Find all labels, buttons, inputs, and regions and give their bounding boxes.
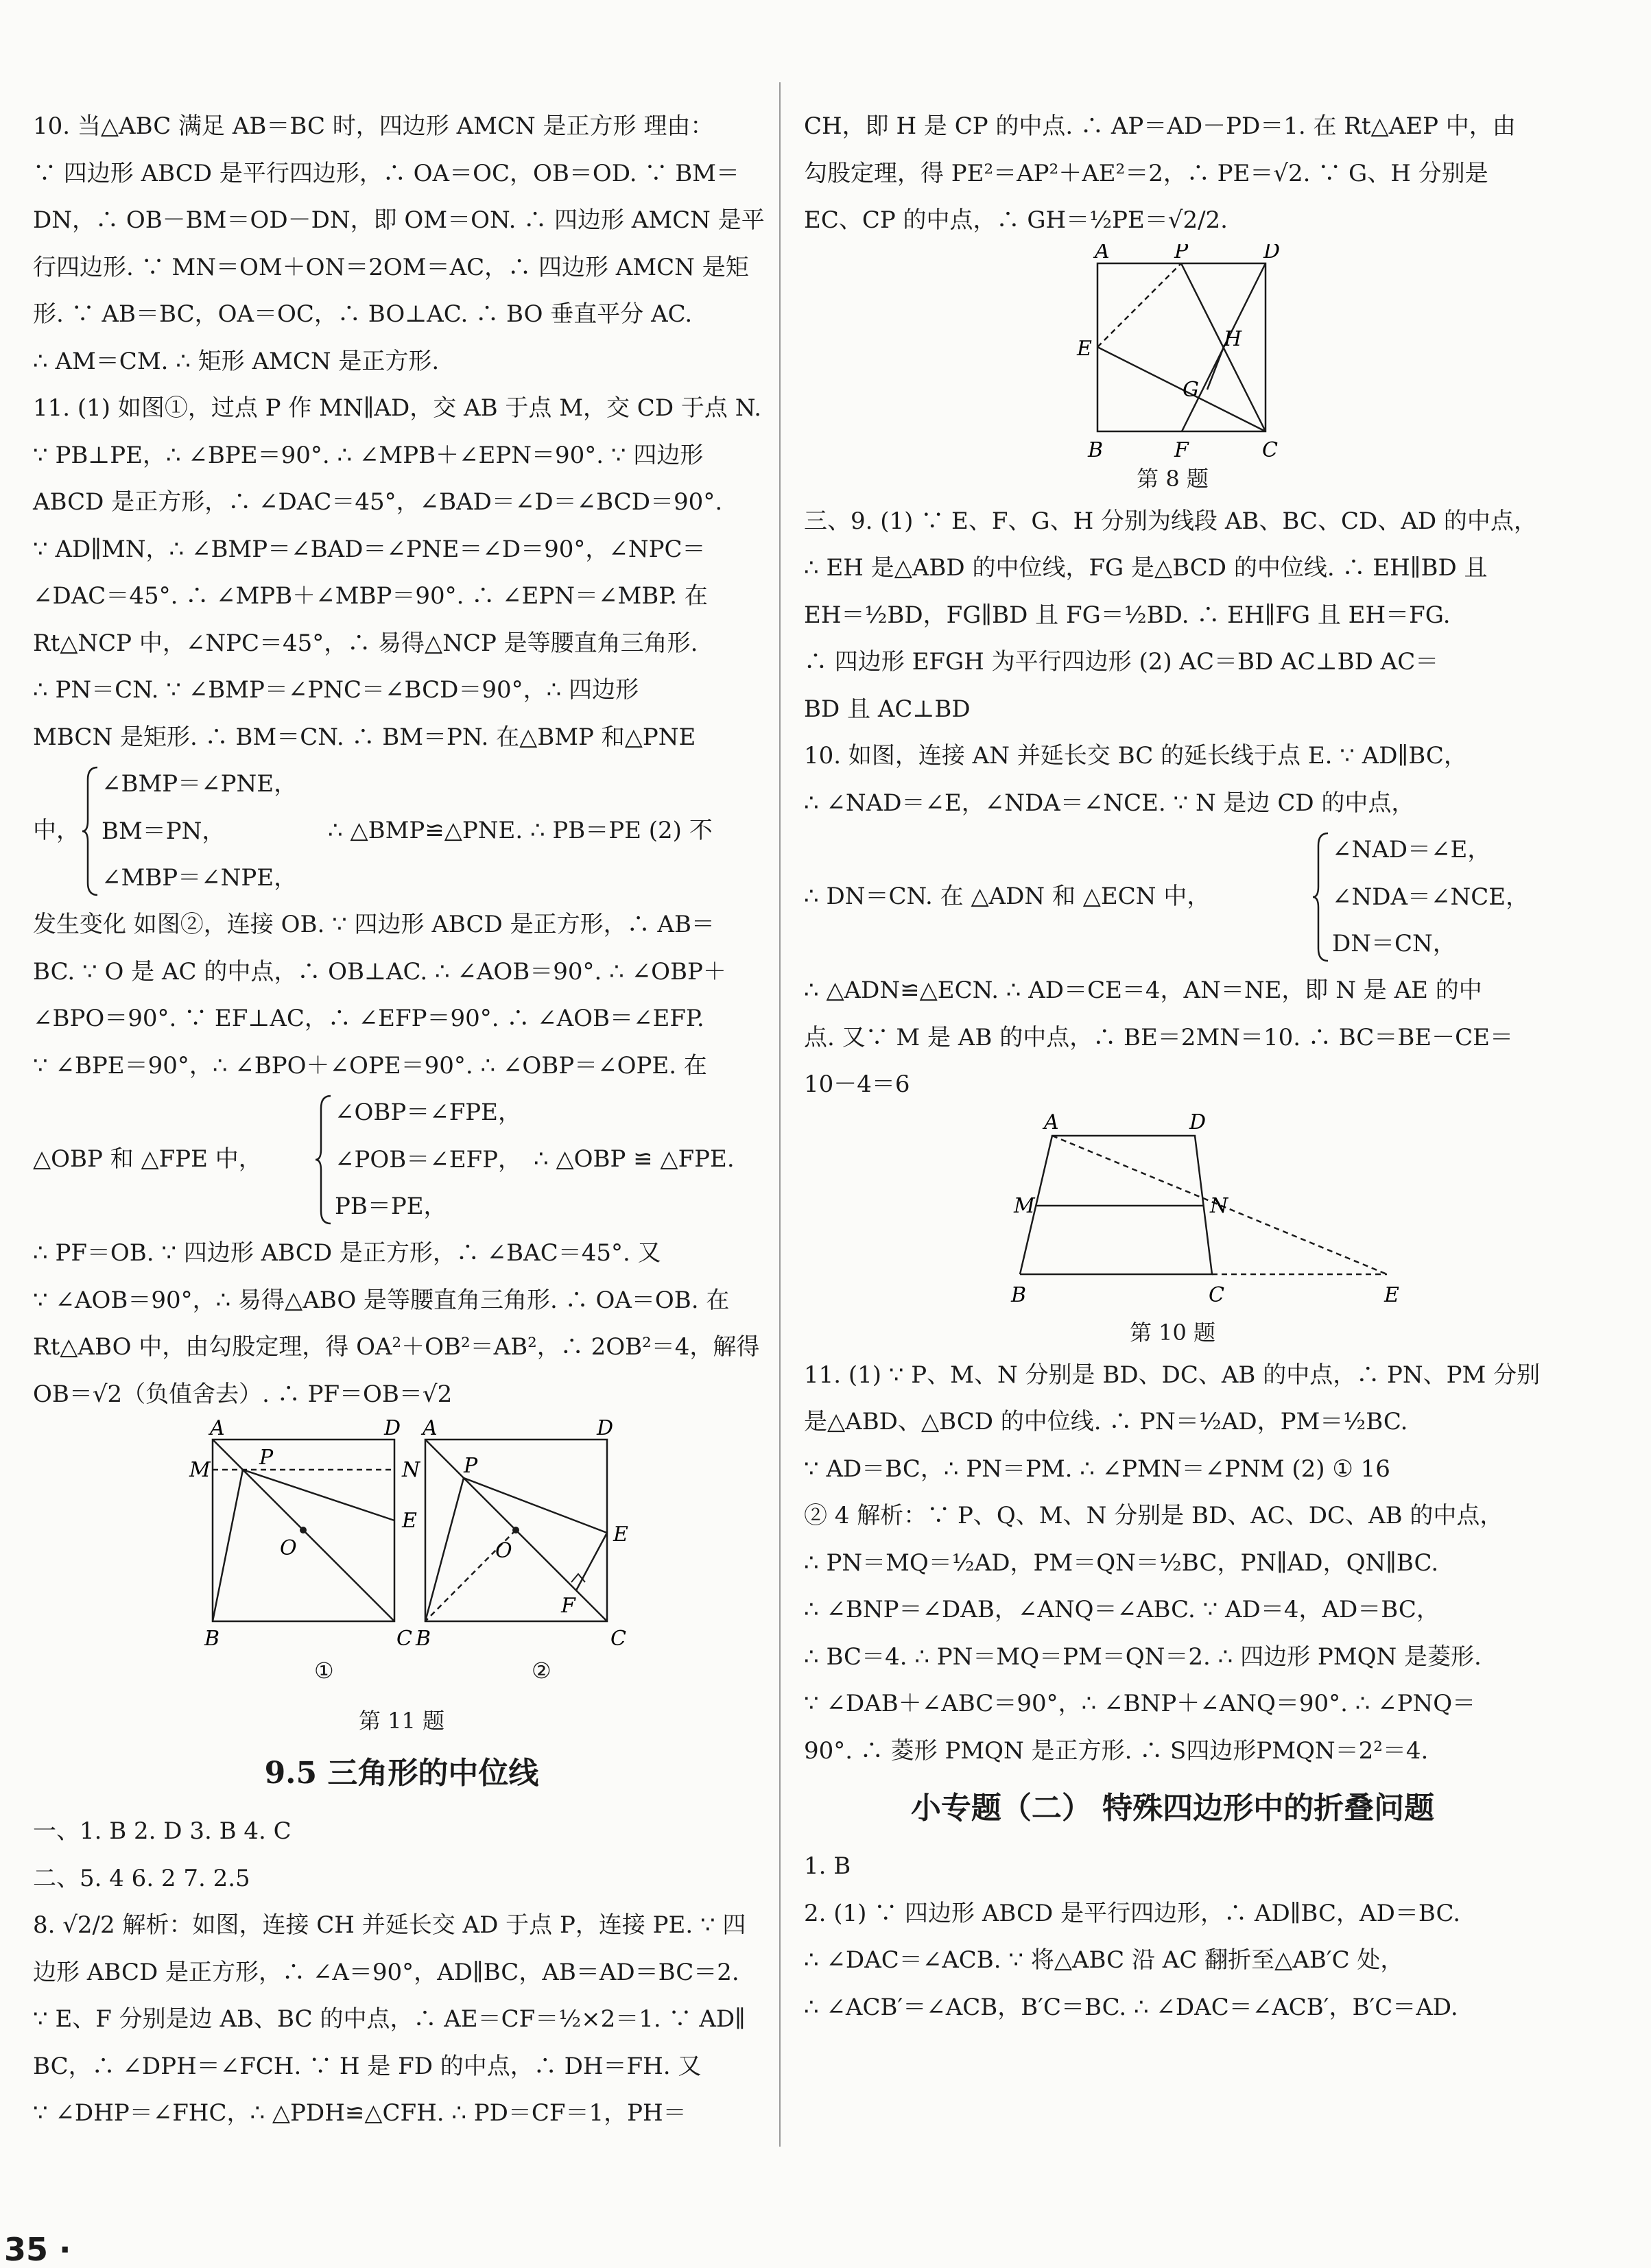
text-line: ∴ AM＝CM. ∴ 矩形 AMCN 是正方形. xyxy=(33,347,440,375)
fig-label: B xyxy=(416,1627,431,1651)
text-line: 边形 ABCD 是正方形，∴ ∠A＝90°，AD∥BC，AB＝AD＝BC＝2. xyxy=(33,1958,739,1986)
text-line: 勾股定理，得 PE²＝AP²＋AE²＝2，∴ PE＝√2. ∵ G、H 分别是 xyxy=(804,159,1488,187)
brace-tail: ∴ △BMP≌△PNE. ∴ PB＝PE (2) 不 xyxy=(328,817,713,844)
fig-label: P xyxy=(1174,243,1189,263)
answer-9 xyxy=(804,498,1541,733)
text-line: ∵ AD∥MN，∴ ∠BMP＝∠BAD＝∠PNE＝∠D＝90°，∠NPC＝ xyxy=(33,535,706,563)
fig-label: D xyxy=(597,1418,614,1440)
left-column xyxy=(33,103,770,2137)
brace-system xyxy=(33,761,770,901)
text-line: BC. ∵ O 是 AC 的中点，∴ OB⊥AC. ∴ ∠AOB＝90°. ∴ ∠OBP＋ xyxy=(33,957,726,986)
fig-label: P xyxy=(259,1446,274,1470)
text-line: ∴ BC＝4. ∴ PN＝MQ＝PM＝QN＝2. ∴ 四边形 PMQN 是菱形. xyxy=(804,1643,1482,1671)
text-line: CH，即 H 是 CP 的中点. ∴ AP＝AD－PD＝1. 在 Rt△AEP 中，由 xyxy=(804,112,1516,140)
brace-item: DN＝CN， xyxy=(1332,930,1456,957)
figure-11 xyxy=(33,1418,770,1702)
figure-10-drawing xyxy=(804,1108,1541,1321)
text-line: ∵ ∠DAB＋∠ABC＝90°，∴ ∠BNP＋∠ANQ＝90°. ∴ ∠PNQ＝ xyxy=(804,1690,1476,1717)
figure-caption: 第 8 题 xyxy=(1137,465,1209,492)
fig-label: A xyxy=(1044,1110,1059,1134)
brace-item: ∠BMP＝∠PNE， xyxy=(102,770,298,798)
section-title: 9.5 三角形的中位线 xyxy=(264,1756,539,1791)
brace-label: 中， xyxy=(33,817,80,844)
brace-label: △OBP 和 △FPE 中， xyxy=(33,1145,262,1173)
answer-11 xyxy=(33,385,770,1418)
text-line: 1. B xyxy=(804,1852,851,1880)
fig-label: A xyxy=(210,1418,225,1440)
text-line: ∵ ∠AOB＝90°，∴ 易得△ABO 是等腰直角三角形. ∴ OA＝OB. 在 xyxy=(33,1286,730,1314)
text-line: 90°. ∴ 菱形 PMQN 是正方形. ∴ S四边形PMQN＝2²＝4. xyxy=(804,1736,1429,1765)
answer-8-continued xyxy=(804,103,1541,244)
fig-label: E xyxy=(402,1509,417,1533)
text-line: 2. (1) ∵ 四边形 ABCD 是平行四边形，∴ AD∥BC，AD＝BC. xyxy=(804,1899,1461,1927)
figure-8 xyxy=(804,244,1541,498)
brace-item: BM＝PN， xyxy=(102,817,226,845)
text-line: ∴ ∠DAC＝∠ACB. ∵ 将△ABC 沿 AC 翻折至△AB′C 处， xyxy=(804,1946,1404,1974)
text-line: ∴ 四边形 EFGH 为平行四边形 (2) AC＝BD AC⊥BD AC＝ xyxy=(804,648,1439,676)
text-line: DN，∴ OB－BM＝OD－DN，即 OM＝ON. ∴ 四边形 AMCN 是平 xyxy=(33,206,765,234)
text-line: 11. (1) ∵ P、M、N 分别是 BD、DC、AB 的中点，∴ PN、PM 分别 xyxy=(804,1361,1541,1389)
fig-label: B xyxy=(1088,438,1104,462)
fig-label: D xyxy=(1263,243,1281,263)
fig-label: O xyxy=(280,1536,297,1560)
fig-label: M xyxy=(189,1458,211,1482)
brace-item: ∠MBP＝∠NPE， xyxy=(102,864,298,892)
fig-label: C xyxy=(610,1627,626,1651)
text-line: 8. √2/2 解析：如图，连接 CH 并延长交 AD 于点 P，连接 PE. ∵ 四 xyxy=(33,1911,746,1939)
brace-item: ∠NAD＝∠E， xyxy=(1332,836,1491,863)
fig-label: N xyxy=(402,1458,420,1482)
fig-label: N xyxy=(1210,1193,1228,1218)
text-line: 一、1. B 2. D 3. B 4. C xyxy=(33,1817,292,1845)
text-line: ∴ PF＝OB. ∵ 四边形 ABCD 是正方形，∴ ∠BAC＝45°. 又 xyxy=(33,1239,661,1267)
text-line: ∵ 四边形 ABCD 是平行四边形，∴ OA＝OC，OB＝OD. ∵ BM＝ xyxy=(33,159,739,187)
fig-sub-label: ② xyxy=(532,1658,551,1684)
brace-item: ∠NDA＝∠NCE， xyxy=(1332,883,1530,911)
text-line: 二、5. 4 6. 2 7. 2.5 xyxy=(33,1864,250,1892)
text-line: ② 4 解析：∵ P、Q、M、N 分别是 BD、AC、DC、AB 的中点， xyxy=(804,1502,1504,1529)
text-line: 形. ∵ AB＝BC，OA＝OC，∴ BO⊥AC. ∴ BO 垂直平分 AC. xyxy=(33,300,693,328)
text-line: 10. 当△ABC 满足 AB＝BC 时，四边形 AMCN 是正方形 理由： xyxy=(33,112,714,140)
text-line: 点. 又∵ M 是 AB 的中点，∴ BE＝2MN＝10. ∴ BC＝BE－CE＝ xyxy=(804,1023,1513,1051)
brace-icon xyxy=(1311,832,1332,962)
text-line: ∴ EH 是△ABD 的中位线，FG 是△BCD 的中位线. ∴ EH∥BD 且 xyxy=(804,554,1488,582)
brace-item: PB＝PE， xyxy=(335,1193,447,1220)
fig-label: B xyxy=(1011,1282,1027,1307)
fig-label: M xyxy=(1014,1193,1035,1218)
figure-10 xyxy=(804,1108,1541,1352)
brace-item: ∠OBP＝∠FPE， xyxy=(335,1099,521,1126)
right-column xyxy=(804,103,1541,2031)
text-line: 发生变化 如图②，连接 OB. ∵ 四边形 ABCD 是正方形，∴ AB＝ xyxy=(33,911,715,938)
fig-label: D xyxy=(1189,1110,1207,1134)
fig-label: C xyxy=(1209,1282,1224,1307)
fig-label: E xyxy=(1384,1282,1399,1307)
fig-label: F xyxy=(1174,438,1189,462)
text-line: ∴ PN＝MQ＝½AD，PM＝QN＝½BC，PN∥AD，QN∥BC. xyxy=(804,1549,1439,1577)
text-line: MBCN 是矩形. ∴ BM＝CN. ∴ BM＝PN. 在△BMP 和△PNE xyxy=(33,723,696,751)
text-line: 是△ABD、△BCD 的中位线. ∴ PN＝½AD，PM＝½BC. xyxy=(804,1408,1408,1435)
text-line: ∵ AD＝BC，∴ PN＝PM. ∴ ∠PMN＝∠PNM (2) ① 16 xyxy=(804,1455,1390,1483)
text-line: BC，∴ ∠DPH＝∠FCH. ∵ H 是 FD 的中点，∴ DH＝FH. 又 xyxy=(33,2052,702,2080)
text-line: ∵ E、F 分别是边 AB、BC 的中点，∴ AE＝CF＝½×2＝1. ∵ AD∥ xyxy=(33,2005,746,2033)
text-line: 10. 如图，连接 AN 并延长交 BC 的延长线于点 E. ∵ AD∥BC， xyxy=(804,742,1467,769)
text-line: ∴ △ADN≌△ECN. ∴ AD＝CE＝4，AN＝NE，即 N 是 AE 的中 xyxy=(804,977,1482,1004)
text-line: ∴ ∠NAD＝∠E，∠NDA＝∠NCE. ∵ N 是边 CD 的中点， xyxy=(804,789,1415,817)
answer-11 xyxy=(804,1352,1541,1775)
text-line: BD 且 AC⊥BD xyxy=(804,695,971,723)
fig-label: C xyxy=(1262,438,1278,462)
text-line: ∴ ∠ACB′＝∠ACB，B′C＝BC. ∴ ∠DAC＝∠ACB′，B′C＝AD. xyxy=(804,1993,1458,2021)
fig-label: D xyxy=(384,1418,401,1440)
text-line: ∵ ∠DHP＝∠FHC，∴ △PDH≌△CFH. ∴ PD＝CF＝1，PH＝ xyxy=(33,2099,687,2127)
figure-11-drawing xyxy=(33,1418,770,1664)
text-line: ∵ ∠BPE＝90°，∴ ∠BPO＋∠OPE＝90°. ∴ ∠OBP＝∠OPE. 在 xyxy=(33,1051,707,1079)
text-line: EC、CP 的中点，∴ GH＝½PE＝√2/2. xyxy=(804,206,1228,234)
brace-icon xyxy=(81,766,102,896)
answer-8 xyxy=(33,1902,770,2137)
text-line: ∵ PB⊥PE，∴ ∠BPE＝90°. ∴ ∠MPB＋∠EPN＝90°. ∵ 四边形 xyxy=(33,441,704,469)
brace-system xyxy=(33,1089,770,1230)
answer-10 xyxy=(33,103,770,385)
text-line: OB＝√2（负值舍去）. ∴ PF＝OB＝√2 xyxy=(33,1380,453,1408)
fig-sub-label: ① xyxy=(314,1658,334,1684)
fig-label: O xyxy=(495,1539,512,1563)
brace-icon xyxy=(314,1095,335,1225)
answer-10 xyxy=(804,732,1541,1108)
text-line: EH＝½BD，FG∥BD 且 FG＝½BD. ∴ EH∥FG 且 EH＝FG. xyxy=(804,601,1451,629)
text-line: 11. (1) 如图①，过点 P 作 MN∥AD，交 AB 于点 M，交 CD 于点 N. xyxy=(33,394,762,422)
column-divider xyxy=(779,82,781,2147)
brace-label: ∴ DN＝CN. 在 △ADN 和 △ECN 中， xyxy=(804,883,1211,910)
brace-tail: ∴ △OBP ≌ △FPE. xyxy=(534,1145,735,1173)
fig-label: C xyxy=(396,1627,412,1651)
text-line: ∴ ∠BNP＝∠DAB，∠ANQ＝∠ABC. ∵ AD＝4，AD＝BC， xyxy=(804,1596,1440,1623)
section-title: 小专题（二） 特殊四边形中的折叠问题 xyxy=(910,1791,1435,1826)
text-line: ∠BPO＝90°. ∵ EF⊥AC，∴ ∠EFP＝90°. ∴ ∠AOB＝∠EFP. xyxy=(33,1005,704,1032)
fig-label: F xyxy=(561,1594,575,1618)
fig-label: G xyxy=(1183,377,1199,402)
fig-label: P xyxy=(464,1454,478,1478)
fig-label: E xyxy=(1077,336,1092,361)
text-line: 10－4＝6 xyxy=(804,1071,910,1098)
text-line: Rt△NCP 中，∠NPC＝45°，∴ 易得△NCP 是等腰直角三角形. xyxy=(33,629,698,657)
page-number: 35 · xyxy=(4,2231,71,2268)
fig-label: A xyxy=(423,1418,438,1440)
fig-label: A xyxy=(1095,243,1110,263)
text-line: ∴ PN＝CN. ∵ ∠BMP＝∠PNC＝∠BCD＝90°，∴ 四边形 xyxy=(33,676,639,704)
figure-caption: 第 11 题 xyxy=(358,1708,445,1734)
fig-label: E xyxy=(613,1523,628,1547)
fig-label: H xyxy=(1224,326,1242,351)
figure-caption: 第 10 题 xyxy=(1129,1319,1216,1346)
text-line: ∠DAC＝45°. ∴ ∠MPB＋∠MBP＝90°. ∴ ∠EPN＝∠MBP. 在 xyxy=(33,582,708,610)
brace-system xyxy=(804,826,1541,967)
fig-label: B xyxy=(204,1627,220,1651)
text-line: 三、9. (1) ∵ E、F、G、H 分别为线段 AB、BC、CD、AD 的中点， xyxy=(804,507,1537,535)
text-line: 行四边形. ∵ MN＝OM＋ON＝2OM＝AC，∴ 四边形 AMCN 是矩 xyxy=(33,253,749,281)
text-line: Rt△ABO 中，由勾股定理，得 OA²＋OB²＝AB²，∴ 2OB²＝4，解得 xyxy=(33,1333,760,1361)
text-line: ABCD 是正方形，∴ ∠DAC＝45°，∠BAD＝∠D＝∠BCD＝90°. xyxy=(33,488,723,516)
brace-item: ∠POB＝∠EFP， xyxy=(335,1145,521,1173)
